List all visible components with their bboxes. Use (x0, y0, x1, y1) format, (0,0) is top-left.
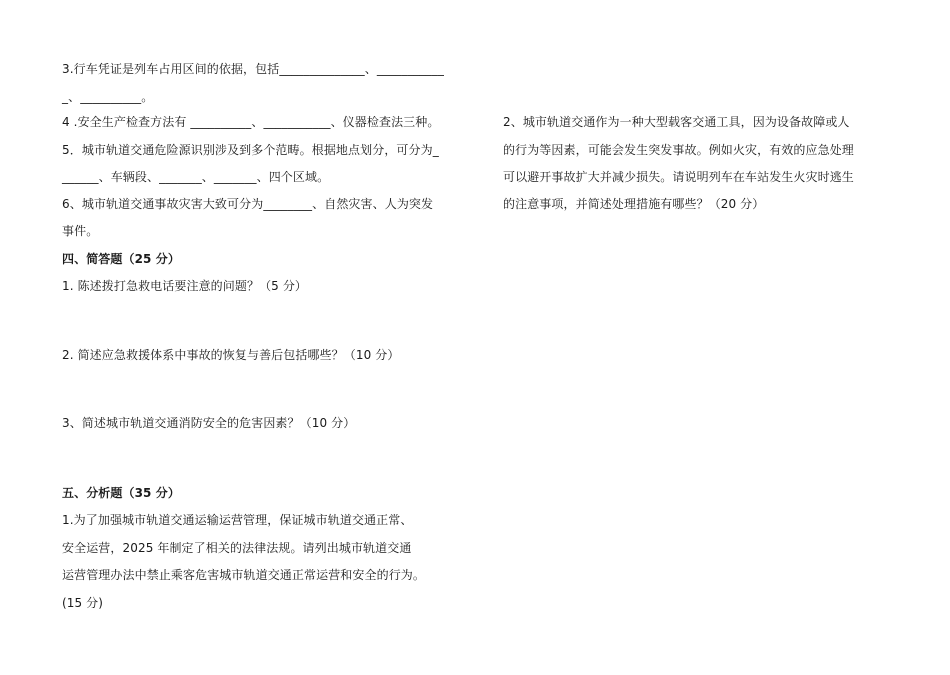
fill-in-q5-line2: ______、车辆段、_______、_______、四个区域。 (62, 170, 330, 184)
analysis-q2-line1: 2、城市轨道交通作为一种大型载客交通工具，因为设备故障或人 (503, 115, 850, 129)
fill-in-q5-line1: 5．城市轨道交通危险源识别涉及到多个范畴。根据地点划分，可分为_ (62, 143, 439, 157)
analysis-q2-line4: 的注意事项，并简述处理措施有哪些？（20 分） (503, 197, 765, 211)
analysis-q1-line2: 安全运营，2025 年制定了相关的法律法规。请列出城市轨道交通 (62, 541, 412, 555)
fill-in-q6-line2: 事件。 (62, 224, 99, 238)
short-answer-q1: 1. 陈述拨打急救电话要注意的问题？（5 分） (62, 279, 308, 293)
short-answer-q2: 2. 简述应急救援体系中事故的恢复与善后包括哪些？（10 分） (62, 348, 400, 362)
analysis-q1-line3: 运营管理办法中禁止乘客危害城市轨道交通正常运营和安全的行为。 (62, 568, 426, 582)
analysis-q2-line3: 可以避开事故扩大并减少损失。请说明列车在车站发生火灾时逃生 (503, 170, 854, 184)
short-answer-heading: 四、简答题（25 分） (62, 252, 180, 266)
fill-in-q3-line2: _、__________。 (62, 90, 154, 104)
analysis-heading: 五、分析题（35 分） (62, 486, 180, 500)
short-answer-q3: 3、简述城市轨道交通消防安全的危害因素？（10 分） (62, 416, 356, 430)
fill-in-q4: 4 .安全生产检查方法有 __________、___________、仪器检查法三种。 (62, 115, 440, 129)
analysis-q2-line2: 的行为等因素，可能会发生突发事故。例如火灾，有效的应急处理 (503, 143, 854, 157)
fill-in-q6-line1: 6、城市轨道交通事故灾害大致可分为________、自然灾害、人为突发 (62, 197, 434, 211)
analysis-q1-line4: (15 分) (62, 596, 104, 610)
analysis-q1-line1: 1.为了加强城市轨道交通运输运营管理，保证城市轨道交通正常、 (62, 513, 413, 527)
fill-in-q3-line1: 3.行车凭证是列车占用区间的依据，包括______________、___________ (62, 62, 444, 76)
